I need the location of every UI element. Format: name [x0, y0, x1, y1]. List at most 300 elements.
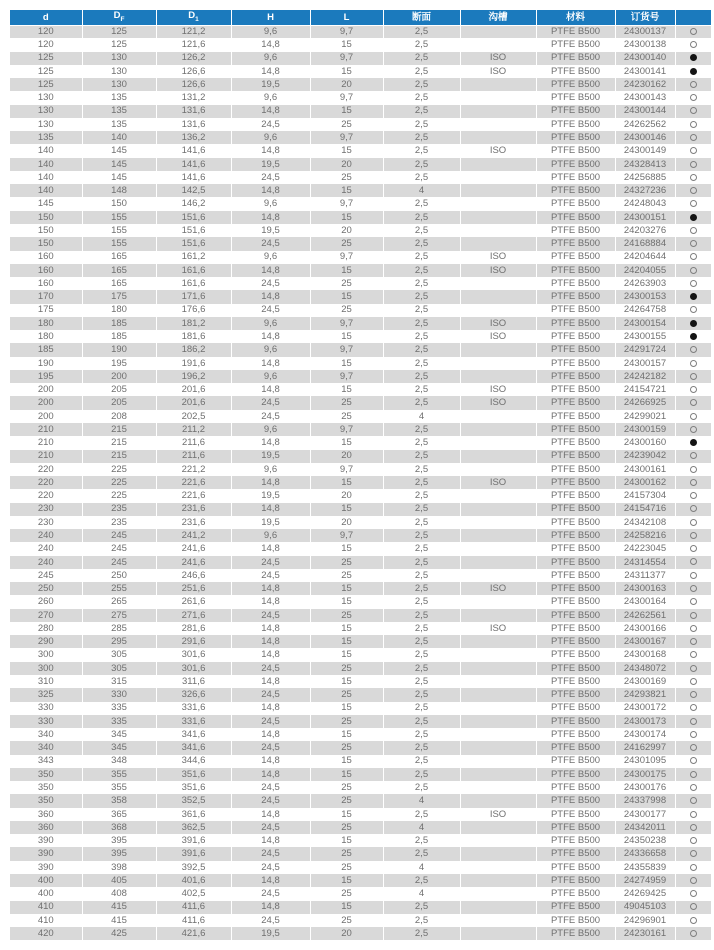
cell-avail: [675, 450, 711, 463]
cell-df: 295: [82, 635, 156, 648]
table-row: [10, 52, 711, 65]
open-circle-icon: [690, 413, 697, 420]
open-circle-icon: [690, 744, 697, 751]
table-row: [10, 834, 711, 847]
cell-df: 345: [82, 728, 156, 741]
cell-material: PTFE B500: [536, 78, 615, 91]
cell-df: 200: [82, 370, 156, 383]
cell-d: 260: [10, 595, 82, 608]
cell-d1: 281,6: [156, 622, 231, 635]
table-row: [10, 171, 711, 184]
cell-groove: [460, 78, 536, 91]
cell-section: 2,5: [383, 834, 460, 847]
open-circle-icon: [690, 479, 697, 486]
cell-section: 2,5: [383, 370, 460, 383]
cell-d: 230: [10, 516, 82, 529]
cell-d: 130: [10, 105, 82, 118]
table-row: [10, 635, 711, 648]
table-row: [10, 357, 711, 370]
cell-d1: 362,5: [156, 821, 231, 834]
cell-section: 2,5: [383, 65, 460, 78]
cell-avail: [675, 184, 711, 197]
cell-l: 25: [310, 688, 383, 701]
cell-section: 2,5: [383, 436, 460, 449]
cell-section: 2,5: [383, 237, 460, 250]
cell-material: PTFE B500: [536, 688, 615, 701]
table-header: [10, 10, 711, 25]
cell-section: 2,5: [383, 503, 460, 516]
cell-d: 175: [10, 304, 82, 317]
cell-df: 285: [82, 622, 156, 635]
table-row: [10, 330, 711, 343]
cell-l: 25: [310, 715, 383, 728]
cell-d: 350: [10, 794, 82, 807]
cell-d: 160: [10, 251, 82, 264]
cell-l: 25: [310, 847, 383, 860]
cell-avail: [675, 370, 711, 383]
cell-order: 24350238: [615, 834, 675, 847]
cell-h: 24,5: [231, 171, 310, 184]
cell-d1: 241,6: [156, 556, 231, 569]
cell-section: 2,5: [383, 450, 460, 463]
cell-order: 24157304: [615, 489, 675, 502]
table-row: [10, 476, 711, 489]
cell-h: 14,8: [231, 635, 310, 648]
cell-l: 15: [310, 582, 383, 595]
cell-l: 20: [310, 516, 383, 529]
cell-d: 300: [10, 648, 82, 661]
cell-order: 49045103: [615, 901, 675, 914]
cell-groove: [460, 118, 536, 131]
table-row: [10, 184, 711, 197]
cell-df: 365: [82, 808, 156, 821]
table-row: [10, 662, 711, 675]
cell-material: PTFE B500: [536, 808, 615, 821]
cell-section: 2,5: [383, 556, 460, 569]
open-circle-icon: [690, 346, 697, 353]
cell-groove: [460, 834, 536, 847]
cell-d: 270: [10, 609, 82, 622]
cell-order: 24300153: [615, 290, 675, 303]
cell-h: 24,5: [231, 277, 310, 290]
cell-avail: [675, 582, 711, 595]
cell-avail: [675, 317, 711, 330]
cell-groove: ISO: [460, 396, 536, 409]
cell-d: 220: [10, 489, 82, 502]
cell-section: 2,5: [383, 52, 460, 65]
open-circle-icon: [690, 373, 697, 380]
cell-h: 24,5: [231, 396, 310, 409]
cell-section: 2,5: [383, 874, 460, 887]
cell-order: 24300173: [615, 715, 675, 728]
cell-avail: [675, 901, 711, 914]
cell-section: 2,5: [383, 675, 460, 688]
table-row: [10, 808, 711, 821]
cell-groove: [460, 927, 536, 940]
cell-h: 19,5: [231, 158, 310, 171]
cell-d: 230: [10, 503, 82, 516]
cell-d1: 181,2: [156, 317, 231, 330]
open-circle-icon: [690, 797, 697, 804]
cell-l: 25: [310, 237, 383, 250]
cell-df: 195: [82, 357, 156, 370]
cell-order: 24300154: [615, 317, 675, 330]
cell-d1: 201,6: [156, 383, 231, 396]
cell-d1: 351,6: [156, 781, 231, 794]
open-circle-icon: [690, 824, 697, 831]
cell-h: 19,5: [231, 450, 310, 463]
cell-groove: [460, 158, 536, 171]
cell-d1: 231,6: [156, 516, 231, 529]
cell-d1: 181,6: [156, 330, 231, 343]
table-row: [10, 91, 711, 104]
open-circle-icon: [690, 625, 697, 632]
cell-d1: 231,6: [156, 503, 231, 516]
cell-d: 325: [10, 688, 82, 701]
table-row: [10, 105, 711, 118]
cell-order: 24300149: [615, 144, 675, 157]
cell-l: 25: [310, 304, 383, 317]
cell-h: 24,5: [231, 794, 310, 807]
cell-section: 2,5: [383, 357, 460, 370]
cell-df: 165: [82, 251, 156, 264]
cell-material: PTFE B500: [536, 330, 615, 343]
cell-order: 24154721: [615, 383, 675, 396]
table-row: [10, 317, 711, 330]
cell-order: 24299021: [615, 410, 675, 423]
cell-h: 19,5: [231, 224, 310, 237]
cell-avail: [675, 847, 711, 860]
table-row: [10, 489, 711, 502]
cell-d: 220: [10, 463, 82, 476]
cell-section: 2,5: [383, 158, 460, 171]
cell-material: PTFE B500: [536, 715, 615, 728]
cell-l: 25: [310, 118, 383, 131]
cell-l: 15: [310, 901, 383, 914]
cell-section: 4: [383, 887, 460, 900]
cell-h: 14,8: [231, 290, 310, 303]
cell-h: 14,8: [231, 755, 310, 768]
cell-d: 140: [10, 144, 82, 157]
cell-material: PTFE B500: [536, 794, 615, 807]
cell-l: 15: [310, 211, 383, 224]
table-row: [10, 768, 711, 781]
table-body: [10, 25, 711, 940]
cell-section: 2,5: [383, 901, 460, 914]
cell-avail: [675, 874, 711, 887]
cell-df: 130: [82, 52, 156, 65]
cell-d1: 131,6: [156, 105, 231, 118]
cell-groove: [460, 171, 536, 184]
cell-d1: 221,6: [156, 489, 231, 502]
table-row: [10, 38, 711, 51]
table-row: [10, 290, 711, 303]
cell-material: PTFE B500: [536, 105, 615, 118]
cell-order: 24256885: [615, 171, 675, 184]
cell-df: 175: [82, 290, 156, 303]
cell-order: 24328413: [615, 158, 675, 171]
cell-material: PTFE B500: [536, 118, 615, 131]
cell-order: 24300159: [615, 423, 675, 436]
cell-l: 15: [310, 38, 383, 51]
cell-l: 9,7: [310, 52, 383, 65]
cell-material: PTFE B500: [536, 304, 615, 317]
cell-h: 14,8: [231, 768, 310, 781]
table-row: [10, 582, 711, 595]
cell-h: 14,8: [231, 675, 310, 688]
cell-avail: [675, 768, 711, 781]
cell-d: 343: [10, 755, 82, 768]
cell-avail: [675, 237, 711, 250]
cell-l: 15: [310, 635, 383, 648]
cell-d: 135: [10, 131, 82, 144]
cell-h: 24,5: [231, 715, 310, 728]
cell-order: 24300143: [615, 91, 675, 104]
cell-material: PTFE B500: [536, 556, 615, 569]
col-header-d: d: [10, 10, 82, 25]
cell-section: 2,5: [383, 396, 460, 409]
open-circle-icon: [690, 757, 697, 764]
cell-groove: [460, 224, 536, 237]
open-circle-icon: [690, 81, 697, 88]
open-circle-icon: [690, 505, 697, 512]
cell-df: 135: [82, 118, 156, 131]
cell-h: 14,8: [231, 330, 310, 343]
cell-material: PTFE B500: [536, 38, 615, 51]
cell-section: 2,5: [383, 251, 460, 264]
cell-material: PTFE B500: [536, 582, 615, 595]
cell-material: PTFE B500: [536, 927, 615, 940]
cell-section: 2,5: [383, 78, 460, 91]
cell-material: PTFE B500: [536, 768, 615, 781]
table-row: [10, 648, 711, 661]
cell-section: 2,5: [383, 847, 460, 860]
open-circle-icon: [690, 227, 697, 234]
cell-h: 24,5: [231, 847, 310, 860]
cell-df: 165: [82, 277, 156, 290]
cell-material: PTFE B500: [536, 887, 615, 900]
table-row: [10, 304, 711, 317]
cell-order: 24300141: [615, 65, 675, 78]
cell-section: 2,5: [383, 688, 460, 701]
cell-df: 368: [82, 821, 156, 834]
open-circle-icon: [690, 572, 697, 579]
cell-section: 2,5: [383, 728, 460, 741]
open-circle-icon: [690, 903, 697, 910]
cell-d: 150: [10, 237, 82, 250]
cell-d: 120: [10, 25, 82, 38]
cell-order: 24300172: [615, 702, 675, 715]
filled-circle-icon: [690, 320, 697, 327]
cell-order: 24266925: [615, 396, 675, 409]
cell-d1: 161,6: [156, 277, 231, 290]
cell-groove: [460, 887, 536, 900]
cell-df: 125: [82, 38, 156, 51]
cell-material: PTFE B500: [536, 144, 615, 157]
cell-df: 415: [82, 901, 156, 914]
cell-avail: [675, 542, 711, 555]
cell-l: 9,7: [310, 251, 383, 264]
cell-h: 9,6: [231, 529, 310, 542]
cell-d: 240: [10, 529, 82, 542]
table-row: [10, 595, 711, 608]
cell-material: PTFE B500: [536, 834, 615, 847]
cell-d1: 326,6: [156, 688, 231, 701]
cell-material: PTFE B500: [536, 648, 615, 661]
cell-d: 140: [10, 171, 82, 184]
table-row: [10, 237, 711, 250]
cell-order: 24355839: [615, 861, 675, 874]
cell-d1: 351,6: [156, 768, 231, 781]
cell-d1: 146,2: [156, 197, 231, 210]
cell-l: 15: [310, 622, 383, 635]
cell-l: 9,7: [310, 529, 383, 542]
cell-section: 2,5: [383, 662, 460, 675]
cell-h: 14,8: [231, 542, 310, 555]
cell-h: 24,5: [231, 569, 310, 582]
cell-l: 15: [310, 542, 383, 555]
table-row: [10, 794, 711, 807]
cell-l: 15: [310, 702, 383, 715]
cell-avail: [675, 503, 711, 516]
cell-groove: [460, 503, 536, 516]
cell-df: 265: [82, 595, 156, 608]
cell-avail: [675, 728, 711, 741]
cell-h: 14,8: [231, 264, 310, 277]
cell-avail: [675, 158, 711, 171]
cell-d1: 131,2: [156, 91, 231, 104]
cell-avail: [675, 396, 711, 409]
cell-material: PTFE B500: [536, 317, 615, 330]
cell-avail: [675, 794, 711, 807]
cell-order: 24348072: [615, 662, 675, 675]
cell-d: 350: [10, 781, 82, 794]
cell-groove: [460, 436, 536, 449]
cell-h: 9,6: [231, 52, 310, 65]
table-row: [10, 503, 711, 516]
cell-l: 20: [310, 927, 383, 940]
cell-d: 185: [10, 343, 82, 356]
cell-section: 2,5: [383, 927, 460, 940]
filled-circle-icon: [690, 293, 697, 300]
cell-l: 9,7: [310, 131, 383, 144]
cell-df: 205: [82, 383, 156, 396]
cell-d1: 211,2: [156, 423, 231, 436]
cell-material: PTFE B500: [536, 224, 615, 237]
cell-d: 210: [10, 423, 82, 436]
open-circle-icon: [690, 877, 697, 884]
cell-d1: 126,2: [156, 52, 231, 65]
cell-material: PTFE B500: [536, 383, 615, 396]
cell-h: 19,5: [231, 489, 310, 502]
cell-section: 2,5: [383, 171, 460, 184]
cell-section: 2,5: [383, 622, 460, 635]
cell-groove: ISO: [460, 622, 536, 635]
open-circle-icon: [690, 638, 697, 645]
cell-h: 19,5: [231, 516, 310, 529]
cell-groove: [460, 556, 536, 569]
cell-groove: [460, 728, 536, 741]
cell-d1: 261,6: [156, 595, 231, 608]
cell-section: 2,5: [383, 914, 460, 927]
cell-df: 190: [82, 343, 156, 356]
cell-avail: [675, 410, 711, 423]
open-circle-icon: [690, 678, 697, 685]
cell-h: 14,8: [231, 874, 310, 887]
table-row: [10, 436, 711, 449]
cell-l: 20: [310, 224, 383, 237]
cell-order: 24300157: [615, 357, 675, 370]
cell-section: 2,5: [383, 38, 460, 51]
cell-h: 9,6: [231, 343, 310, 356]
cell-section: 2,5: [383, 118, 460, 131]
table-row: [10, 224, 711, 237]
cell-df: 405: [82, 874, 156, 887]
cell-avail: [675, 330, 711, 343]
cell-order: 24300164: [615, 595, 675, 608]
cell-avail: [675, 781, 711, 794]
cell-order: 24269425: [615, 887, 675, 900]
cell-material: PTFE B500: [536, 463, 615, 476]
cell-groove: [460, 821, 536, 834]
cell-d1: 201,6: [156, 396, 231, 409]
cell-material: PTFE B500: [536, 847, 615, 860]
cell-material: PTFE B500: [536, 595, 615, 608]
cell-avail: [675, 808, 711, 821]
cell-d: 245: [10, 569, 82, 582]
cell-order: 24300160: [615, 436, 675, 449]
cell-l: 15: [310, 874, 383, 887]
cell-d: 400: [10, 874, 82, 887]
cell-d: 210: [10, 436, 82, 449]
cell-material: PTFE B500: [536, 635, 615, 648]
cell-material: PTFE B500: [536, 277, 615, 290]
cell-avail: [675, 688, 711, 701]
cell-order: 24300162: [615, 476, 675, 489]
cell-l: 9,7: [310, 423, 383, 436]
cell-groove: ISO: [460, 330, 536, 343]
cell-avail: [675, 118, 711, 131]
table-row: [10, 277, 711, 290]
table-row: [10, 821, 711, 834]
col-header-availability: [675, 10, 711, 25]
cell-d: 200: [10, 410, 82, 423]
cell-avail: [675, 25, 711, 38]
cell-df: 348: [82, 755, 156, 768]
cell-d: 330: [10, 715, 82, 728]
cell-l: 15: [310, 768, 383, 781]
table-row: [10, 144, 711, 157]
cell-h: 24,5: [231, 662, 310, 675]
cell-section: 2,5: [383, 715, 460, 728]
cell-h: 24,5: [231, 741, 310, 754]
cell-l: 25: [310, 741, 383, 754]
cell-l: 15: [310, 184, 383, 197]
cell-order: 24300144: [615, 105, 675, 118]
cell-l: 15: [310, 476, 383, 489]
cell-avail: [675, 887, 711, 900]
cell-df: 255: [82, 582, 156, 595]
table-row: [10, 264, 711, 277]
cell-groove: [460, 131, 536, 144]
cell-h: 14,8: [231, 65, 310, 78]
cell-order: 24230161: [615, 927, 675, 940]
cell-order: 24248043: [615, 197, 675, 210]
cell-d: 360: [10, 808, 82, 821]
cell-d1: 301,6: [156, 648, 231, 661]
cell-h: 14,8: [231, 503, 310, 516]
cell-l: 9,7: [310, 25, 383, 38]
